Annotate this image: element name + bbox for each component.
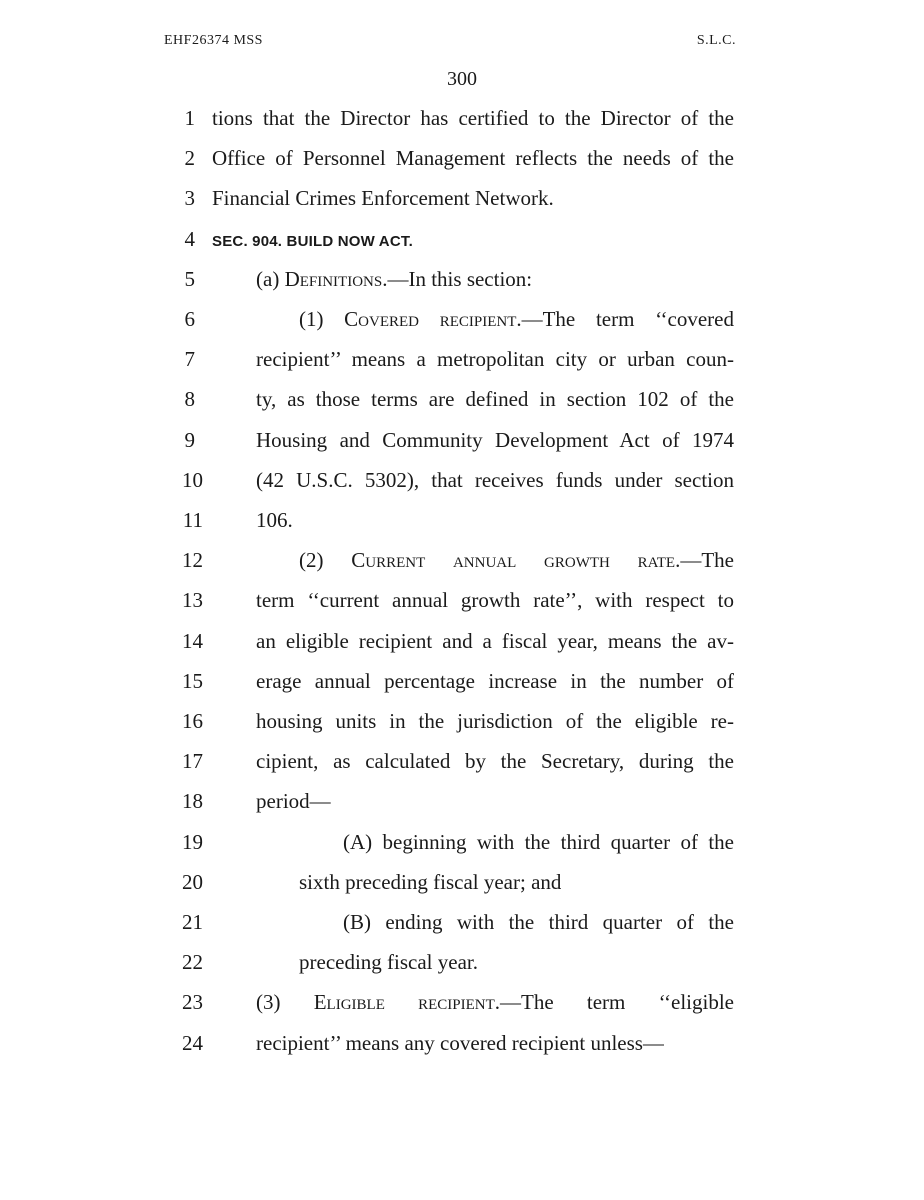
text-line <box>0 146 924 186</box>
text-segment: tions that the Director has certified to the Director of the <box>212 106 734 130</box>
text-line <box>0 910 924 950</box>
text-line <box>0 709 924 749</box>
line-number: 12 <box>182 548 203 573</box>
line-number: 7 <box>184 347 195 372</box>
line-text <box>256 749 734 773</box>
line-text <box>256 347 734 371</box>
header-left: EHF26374 MSS <box>164 33 263 48</box>
line-number: 22 <box>182 950 203 975</box>
line-number: 13 <box>182 588 203 613</box>
text-segment: (3) <box>256 990 314 1015</box>
line-text <box>212 186 554 210</box>
line-text <box>256 1031 664 1055</box>
header-right: S.L.C. <box>696 33 736 48</box>
text-line <box>0 1031 924 1071</box>
text-segment: cipient, as calculated by the Secretary, during the <box>256 749 734 774</box>
text-segment: (A) beginning with the third quarter of the <box>343 829 734 854</box>
text-segment: erage annual percentage increase in the number of <box>256 668 734 693</box>
line-number: 14 <box>182 628 203 653</box>
text-segment: period— <box>256 789 331 814</box>
line-text <box>212 106 734 130</box>
line-number: 23 <box>182 990 203 1015</box>
line-text <box>256 990 734 1014</box>
text-line <box>0 629 924 669</box>
line-number: 16 <box>182 709 203 733</box>
text-segment: recipient’’ means a metropolitan city or urban coun- <box>256 347 734 372</box>
text-segment: (a) <box>256 266 285 291</box>
small-caps-term: Covered recipient <box>344 307 517 331</box>
line-text <box>299 307 734 331</box>
text-line <box>0 307 924 347</box>
text-segment: .—The term ‘‘covered <box>516 307 734 331</box>
text-line <box>0 950 924 990</box>
text-segment: Office of Personnel Management reflects the needs of the <box>212 146 734 171</box>
line-number: 17 <box>182 749 203 774</box>
text-line <box>0 267 924 307</box>
line-text <box>256 387 734 411</box>
line-text <box>256 428 734 452</box>
text-line <box>0 347 924 387</box>
text-segment: preceding fiscal year. <box>299 950 478 975</box>
line-number: 15 <box>182 668 203 693</box>
line-text <box>299 548 734 572</box>
text-line <box>0 387 924 427</box>
line-text <box>343 830 734 854</box>
line-number: 10 <box>182 467 203 492</box>
line-text <box>256 789 331 813</box>
text-line <box>0 106 924 146</box>
text-segment: SEC. 904. BUILD NOW ACT. <box>212 232 413 250</box>
line-text <box>256 508 293 532</box>
text-line <box>0 428 924 468</box>
line-text <box>299 870 561 894</box>
text-segment: (42 U.S.C. 5302), that receives funds under section <box>256 467 734 492</box>
text-line <box>0 669 924 709</box>
text-line <box>0 508 924 548</box>
line-number: 8 <box>184 387 195 412</box>
text-line <box>0 870 924 910</box>
text-segment: .—The term ‘‘eligible <box>494 990 734 1015</box>
line-text <box>212 146 734 170</box>
line-text <box>343 910 734 934</box>
line-number: 2 <box>184 146 195 171</box>
section-heading <box>212 230 413 254</box>
text-segment: an eligible recipient and a fiscal year, means the av- <box>256 628 734 653</box>
line-text <box>256 629 734 653</box>
line-text <box>256 588 734 612</box>
text-line <box>0 789 924 829</box>
text-segment: recipient’’ means any covered recipient unless— <box>256 1030 664 1055</box>
text-line <box>0 468 924 508</box>
text-segment: (B) ending with the third quarter of the <box>343 910 734 934</box>
small-caps-term: Eligible recipient <box>313 990 495 1015</box>
line-text <box>256 669 734 693</box>
text-segment: .—In this section: <box>382 266 533 291</box>
text-line <box>0 990 924 1030</box>
line-text <box>256 709 734 733</box>
small-caps-term: Definitions <box>284 266 383 291</box>
text-line <box>0 749 924 789</box>
line-text <box>256 468 734 492</box>
line-text <box>299 950 478 974</box>
line-number: 3 <box>184 186 195 211</box>
text-line <box>0 186 924 226</box>
text-line <box>0 830 924 870</box>
text-segment: housing units in the jurisdiction of the eligible re- <box>256 709 734 733</box>
text-line <box>0 548 924 588</box>
line-number: 20 <box>182 869 203 894</box>
line-number: 1 <box>184 106 195 130</box>
line-number: 21 <box>182 910 203 934</box>
line-number: 11 <box>182 508 203 532</box>
text-line <box>0 227 924 267</box>
text-segment: sixth preceding fiscal year; and <box>299 869 562 894</box>
line-number: 4 <box>184 226 195 251</box>
line-number: 9 <box>184 427 195 452</box>
line-number: 19 <box>182 829 203 854</box>
text-line <box>0 588 924 628</box>
line-number: 5 <box>184 266 195 291</box>
line-text <box>256 267 532 291</box>
text-segment: (1) <box>299 307 345 331</box>
text-segment: Housing and Community Development Act of 1974 <box>256 427 734 452</box>
text-segment: Financial Crimes Enforcement Network. <box>212 186 554 211</box>
text-segment: ty, as those terms are defined in section 102 of the <box>256 387 734 412</box>
text-segment: .—The <box>675 548 734 573</box>
text-segment: term ‘‘current annual growth rate’’, with respect to <box>256 588 734 613</box>
page-number: 300 <box>447 68 477 90</box>
line-number: 6 <box>184 307 195 331</box>
line-number: 24 <box>182 1030 203 1055</box>
small-caps-term: Current annual growth rate <box>351 548 676 573</box>
text-segment: (2) <box>299 548 352 573</box>
text-segment: 106. <box>256 508 293 532</box>
line-number: 18 <box>182 789 203 814</box>
